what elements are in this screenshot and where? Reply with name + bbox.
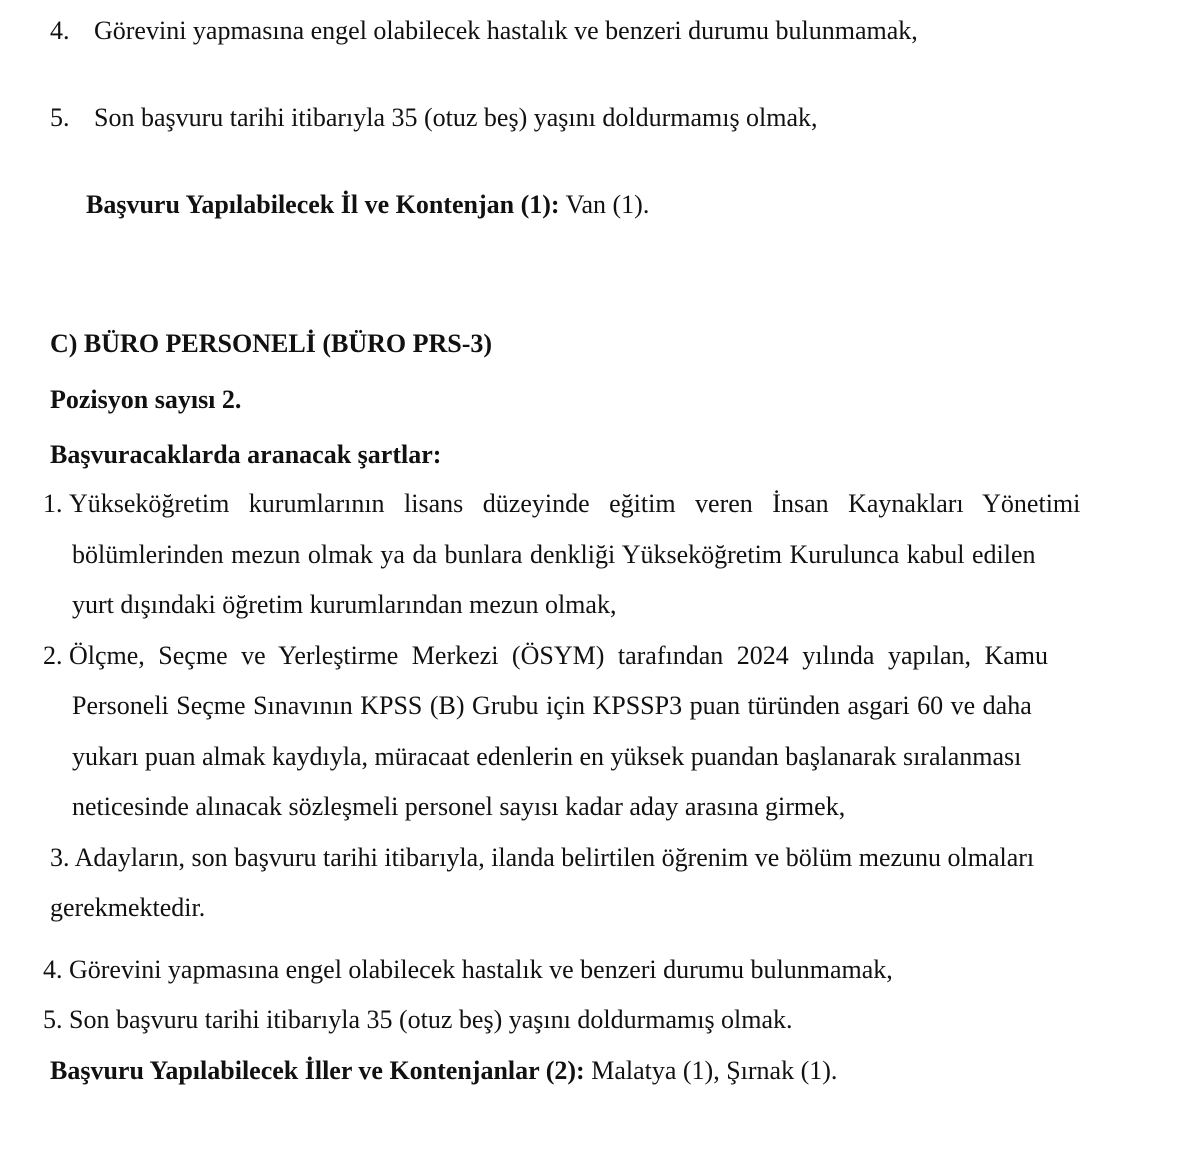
requirement-line: Adayların, son başvuru tarihi itibarıyla, ilanda belirtilen öğrenim ve bölüm mezunu olmaları [74,843,1035,872]
requirement-line: gerekmektedir. [50,893,206,922]
list-number: 4. [43,955,63,984]
requirement-item [43,643,1048,669]
requirement-item [50,845,1034,871]
position-count: Pozisyon sayısı 2. [50,385,242,414]
list-number: 5. [43,1005,63,1034]
requirement-item [43,1007,793,1033]
requirement-line: Yükseköğretim kurumlarının lisans düzeyinde eğitim veren İnsan Kaynakları Yönetimi [69,489,1081,518]
requirement-line: bölümlerinden mezun olmak ya da bunlara denkliği Yükseköğretim Kurulunca kabul edilen [72,540,1036,569]
requirement-line: yukarı puan almak kaydıyla, müracaat edenlerin en yüksek puandan başlanarak sıralanması [72,742,1022,771]
quota-label: Başvuru Yapılabilecek İl ve Kontenjan (1): [86,190,560,219]
requirement-line: Ölçme, Seçme ve Yerleştirme Merkezi (ÖSYM) tarafından 2024 yılında yapılan, Kamu [69,641,1049,670]
requirement-line: Görevini yapmasına engel olabilecek hastalık ve benzeri durumu bulunmamak, [69,955,893,984]
requirement-item [43,957,893,983]
quota-label: Başvuru Yapılabilecek İller ve Kontenjanlar (2): [50,1056,585,1085]
quota-value: Malatya (1), Şırnak (1). [584,1056,838,1085]
requirement-line: yurt dışındaki öğretim kurumlarından mezun olmak, [72,590,617,619]
list-item [50,105,818,131]
list-item [50,18,918,44]
list-number: 4. [50,16,70,45]
requirements-heading: Başvuracaklarda aranacak şartlar: [50,440,442,469]
list-number: 5. [50,103,70,132]
requirement-line: Personeli Seçme Sınavının KPSS (B) Grubu için KPSSP3 puan türünden asgari 60 ve daha [72,691,1032,720]
requirement-item [43,491,1160,517]
requirement-line: Son başvuru tarihi itibarıyla 35 (otuz beş) yaşını doldurmamış olmak. [69,1005,793,1034]
quota-line [86,192,649,218]
list-text: Son başvuru tarihi itibarıyla 35 (otuz beş) yaşını doldurmamış olmak, [94,103,818,132]
section-title: C) BÜRO PERSONELİ (BÜRO PRS-3) [50,329,493,358]
list-number: 2. [43,641,63,670]
quota-value: Van (1). [559,190,650,219]
list-number: 3. [50,843,70,872]
list-text: Görevini yapmasına engel olabilecek hastalık ve benzeri durumu bulunmamak, [94,16,918,45]
requirement-line: neticesinde alınacak sözleşmeli personel sayısı kadar aday arasına girmek, [72,792,846,821]
list-number: 1. [43,489,63,518]
quota-line [50,1058,837,1084]
